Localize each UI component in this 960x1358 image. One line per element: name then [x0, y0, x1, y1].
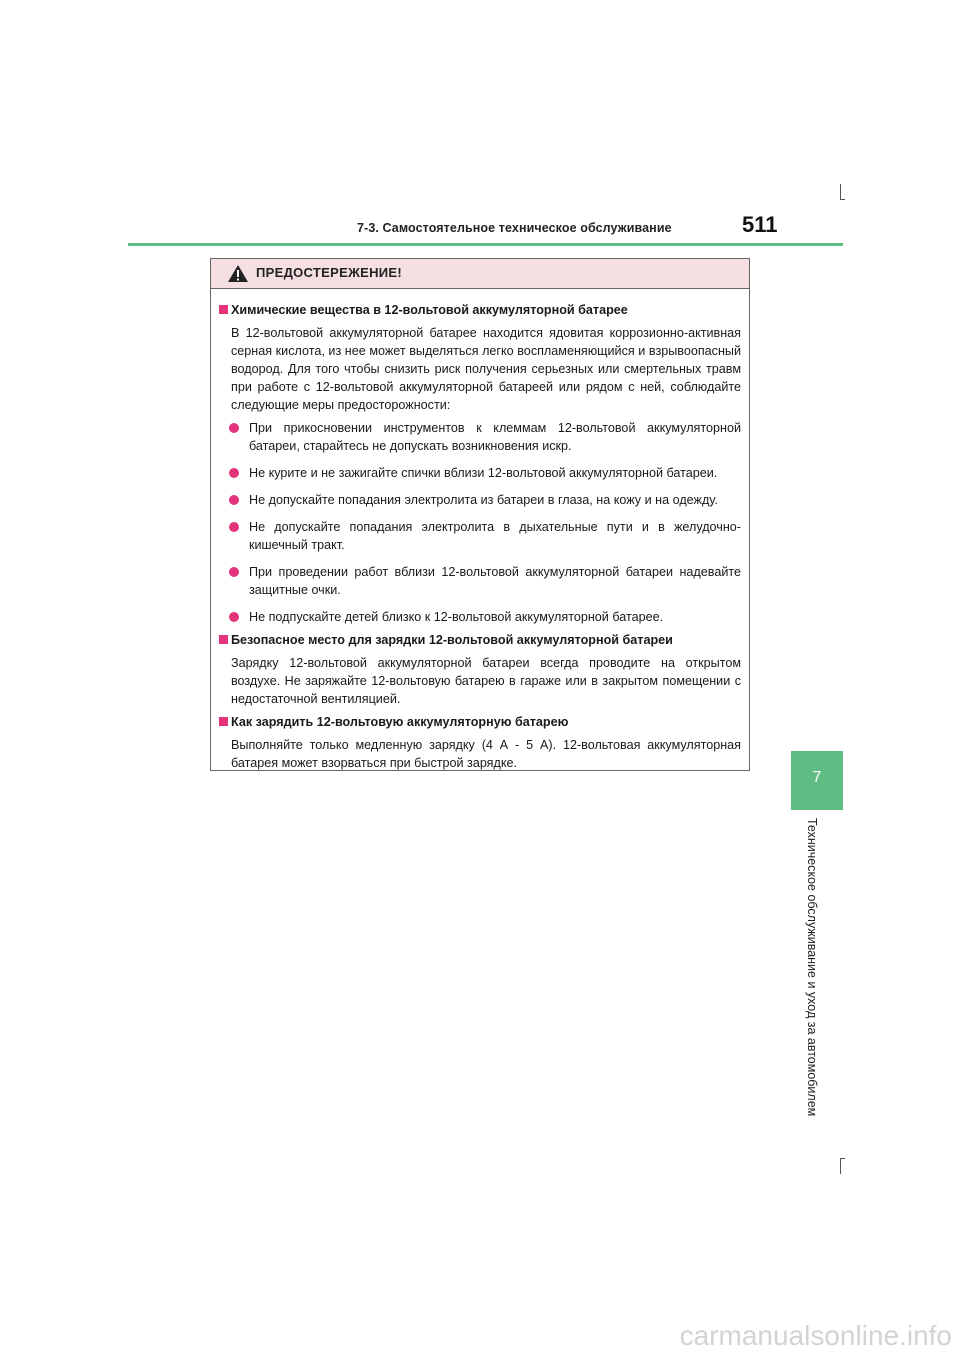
round-bullet-icon [229, 423, 239, 433]
chapter-tab [791, 751, 843, 810]
crop-mark-bottom-foot [840, 1158, 845, 1159]
section-paragraph: Зарядку 12-вольтовой аккумуляторной батареи всегда проводите на открытом воздухе. Не заряжайте 12-вольтовую батарею в гараже или в закрытом помещении с недостаточной вентиляцией. [231, 656, 741, 706]
square-bullet-icon [219, 305, 228, 314]
crop-mark-top-foot [840, 199, 845, 200]
list-item [227, 608, 741, 626]
round-bullet-icon [229, 567, 239, 577]
warning-body [211, 289, 749, 772]
section-heading-how-to-charge [219, 713, 741, 731]
chapter-title: Техническое обслуживание и уход за автомобилем [805, 818, 819, 1117]
round-bullet-icon [229, 495, 239, 505]
crop-mark-bottom [840, 1158, 841, 1174]
list-item [227, 563, 741, 599]
list-item-text: Не допускайте попадания электролита из батареи в глаза, на кожу и на одежду. [249, 493, 718, 507]
section-heading-text: Химические вещества в 12-вольтовой аккумуляторной батарее [231, 303, 628, 317]
warning-triangle-icon [227, 264, 249, 283]
section-heading-text: Безопасное место для зарядки 12-вольтовой аккумуляторной батареи [231, 633, 673, 647]
section-heading-chemicals [219, 301, 741, 319]
section-heading-text: Как зарядить 12-вольтовую аккумуляторную батарею [231, 715, 569, 729]
section-heading-charging-place [219, 631, 741, 649]
round-bullet-icon [229, 612, 239, 622]
chapter-number: 7 [812, 769, 822, 786]
list-item-text: При проведении работ вблизи 12-вольтовой аккумуляторной батареи надевайте защитные очки. [249, 565, 741, 597]
header-rule [128, 243, 843, 246]
page-number: 511 [742, 212, 778, 237]
list-item-text: При прикосновении инструментов к клеммам 12-вольтовой аккумуляторной батареи, старайтесь не допускать возникновения искр. [249, 421, 741, 453]
round-bullet-icon [229, 468, 239, 478]
list-item-text: Не подпускайте детей близко к 12-вольтовой аккумуляторной батарее. [249, 610, 664, 624]
section-title: 7-3. Самостоятельное техническое обслуживание [357, 221, 672, 235]
list-item [227, 491, 741, 509]
crop-mark-top [840, 184, 841, 200]
round-bullet-icon [229, 522, 239, 532]
watermark: carmanualsonline.info [679, 1320, 952, 1351]
list-item [227, 464, 741, 482]
square-bullet-icon [219, 717, 228, 726]
warning-title: ПРЕДОСТЕРЕЖЕНИЕ! [256, 265, 403, 280]
list-item-text: Не курите и не зажигайте спички вблизи 12-вольтовой аккумуляторной батареи. [249, 466, 718, 480]
section-paragraph: В 12-вольтовой аккумуляторной батарее находится ядовитая коррозионно-активная серная кислота, из нее может выделяться легко воспламеняющийся и взрывоопасный водород. Для того чтобы снизить риск получения серьезных или смертельных травм при работе с 12-вольтовой аккумуляторной батареей или рядом с ней, соблюдайте следующие меры предосторожности: [231, 326, 741, 412]
square-bullet-icon [219, 635, 228, 644]
section-paragraph: Выполняйте только медленную зарядку (4 А - 5 А). 12-вольтовая аккумуляторная батарея может взорваться при быстрой зарядке. [231, 738, 741, 770]
warning-box [210, 258, 750, 771]
warning-header [211, 259, 749, 289]
list-item-text: Не допускайте попадания электролита в дыхательные пути и в желудочно-кишечный тракт. [249, 520, 741, 552]
list-item [227, 419, 741, 455]
list-item [227, 518, 741, 554]
